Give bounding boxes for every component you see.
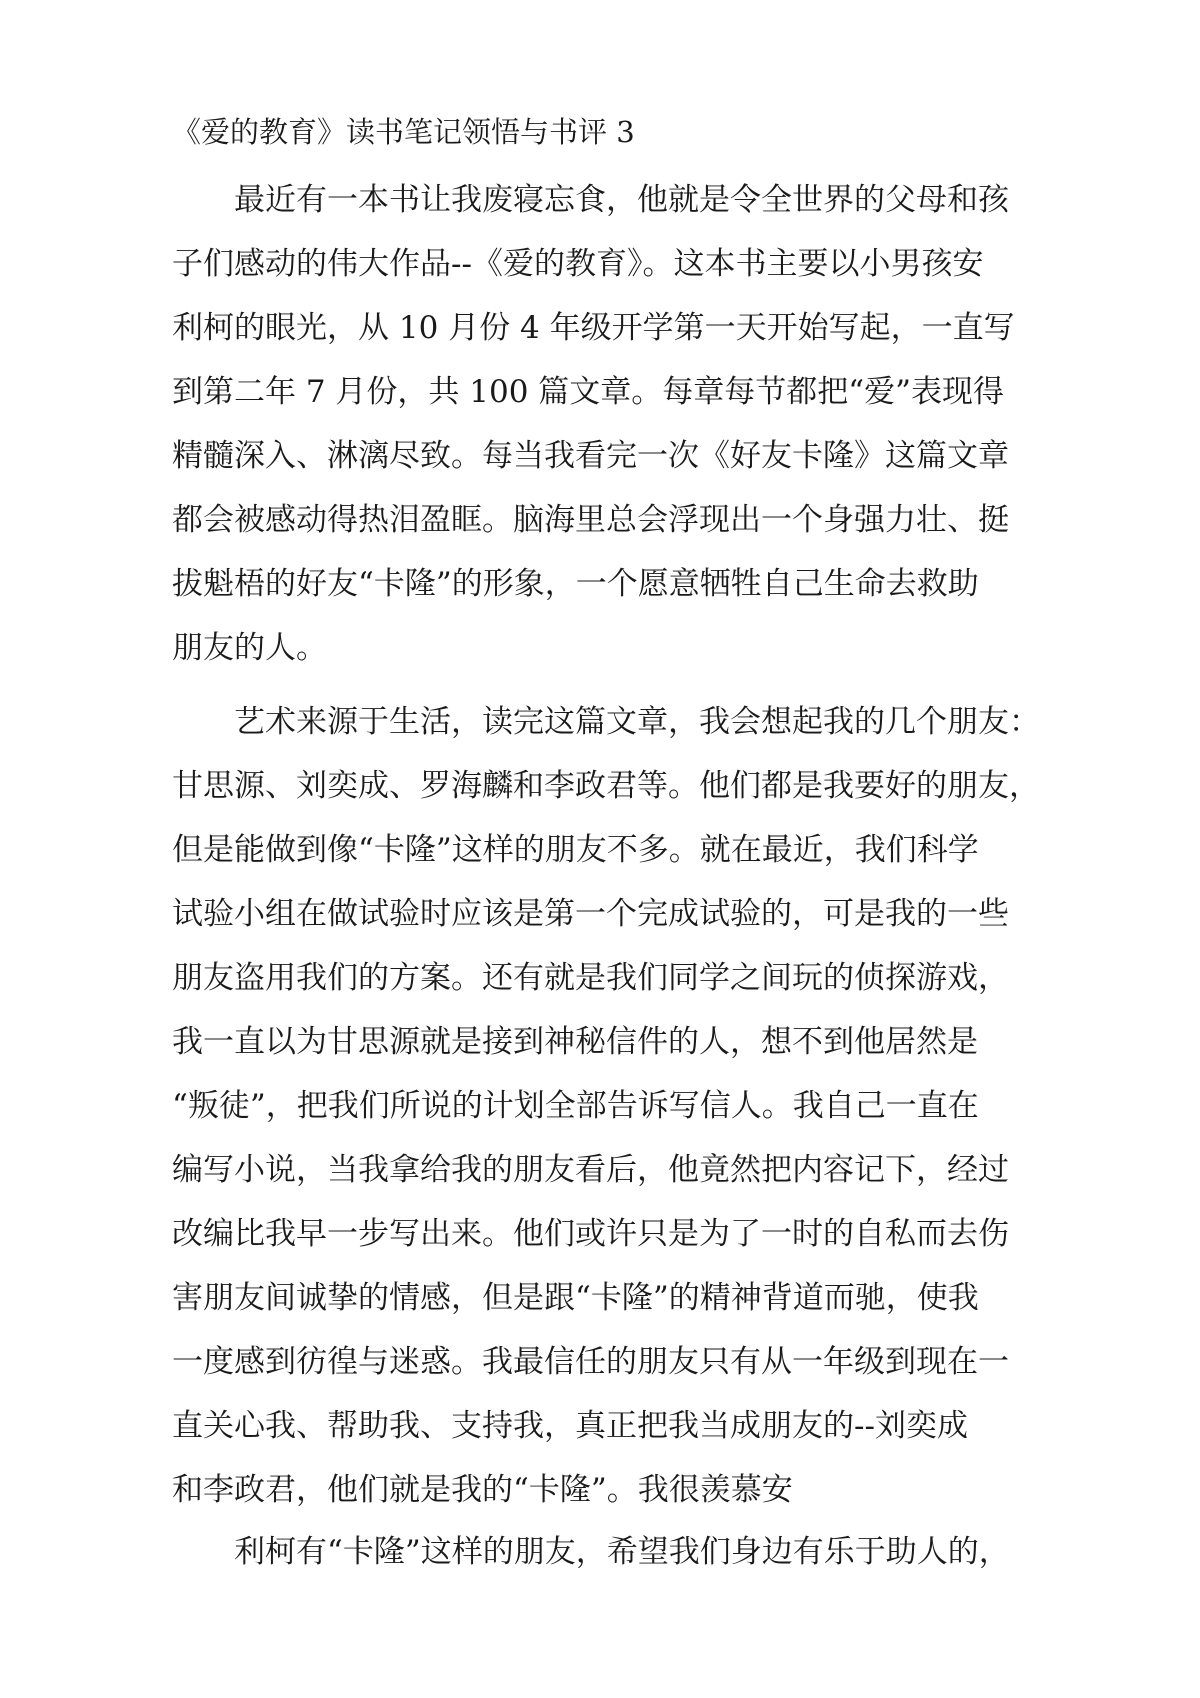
paragraph-line: 都会被感动得热泪盈眶。脑海里总会浮现出一个身强力壮、挺 [172, 502, 1009, 538]
paragraph-line: 但是能做到像“卡隆”这样的朋友不多。就在最近，我们科学 [172, 832, 979, 868]
paragraph-line: 一度感到彷徨与迷惑。我最信任的朋友只有从一年级到现在一 [172, 1344, 1009, 1380]
document-title: 《爱的教育》读书笔记领悟与书评 3 [172, 115, 635, 149]
paragraph-3 [172, 1520, 1052, 1584]
paragraph-line: 改编比我早一步写出来。他们或许只是为了一时的自私而去伤 [172, 1216, 1009, 1252]
paragraph-line: 朋友的人。 [172, 630, 327, 666]
paragraph-line: 利柯有“卡隆”这样的朋友，希望我们身边有乐于助人的， [234, 1534, 1010, 1570]
paragraph-line: “叛徒”，把我们所说的计划全部告诉写信人。我自己一直在 [172, 1088, 979, 1124]
paragraph-line: 拔魁梧的好友“卡隆”的形象，一个愿意牺牲自己生命去救助 [172, 566, 979, 602]
paragraph-line: 和李政君，他们就是我的“卡隆”。我很羡慕安 [172, 1472, 793, 1508]
paragraph-line: 利柯的眼光，从 10 月份 4 年级开学第一天开始写起，一直写 [172, 310, 1015, 346]
paragraph-line: 试验小组在做试验时应该是第一个完成试验的，可是我的一些 [172, 896, 1009, 932]
paragraph-line: 害朋友间诚挚的情感，但是跟“卡隆”的精神背道而驰，使我 [172, 1280, 979, 1316]
paragraph-line: 直关心我、帮助我、支持我，真正把我当成朋友的--刘奕成 [172, 1408, 968, 1444]
paragraph-1 [172, 168, 1052, 680]
paragraph-line: 最近有一本书让我废寝忘食，他就是令全世界的父母和孩 [234, 182, 1009, 218]
paragraph-line: 子们感动的伟大作品--《爱的教育》。这本书主要以小男孩安 [172, 246, 984, 282]
paragraph-line: 朋友盗用我们的方案。还有就是我们同学之间玩的侦探游戏， [172, 960, 1009, 996]
paragraph-line: 精髓深入、淋漓尽致。每当我看完一次《好友卡隆》这篇文章 [172, 438, 1009, 474]
paragraph-2 [172, 690, 1052, 1522]
paragraph-line: 编写小说，当我拿给我的朋友看后，他竟然把内容记下，经过 [172, 1152, 1009, 1188]
paragraph-line: 到第二年 7 月份，共 100 篇文章。每章每节都把“爱”表现得 [172, 374, 1005, 410]
paragraph-line: 甘思源、刘奕成、罗海麟和李政君等。他们都是我要好的朋友， [172, 768, 1040, 804]
paragraph-line: 我一直以为甘思源就是接到神秘信件的人，想不到他居然是 [172, 1024, 978, 1060]
paragraph-line: 艺术来源于生活，读完这篇文章，我会想起我的几个朋友： [234, 704, 1040, 740]
